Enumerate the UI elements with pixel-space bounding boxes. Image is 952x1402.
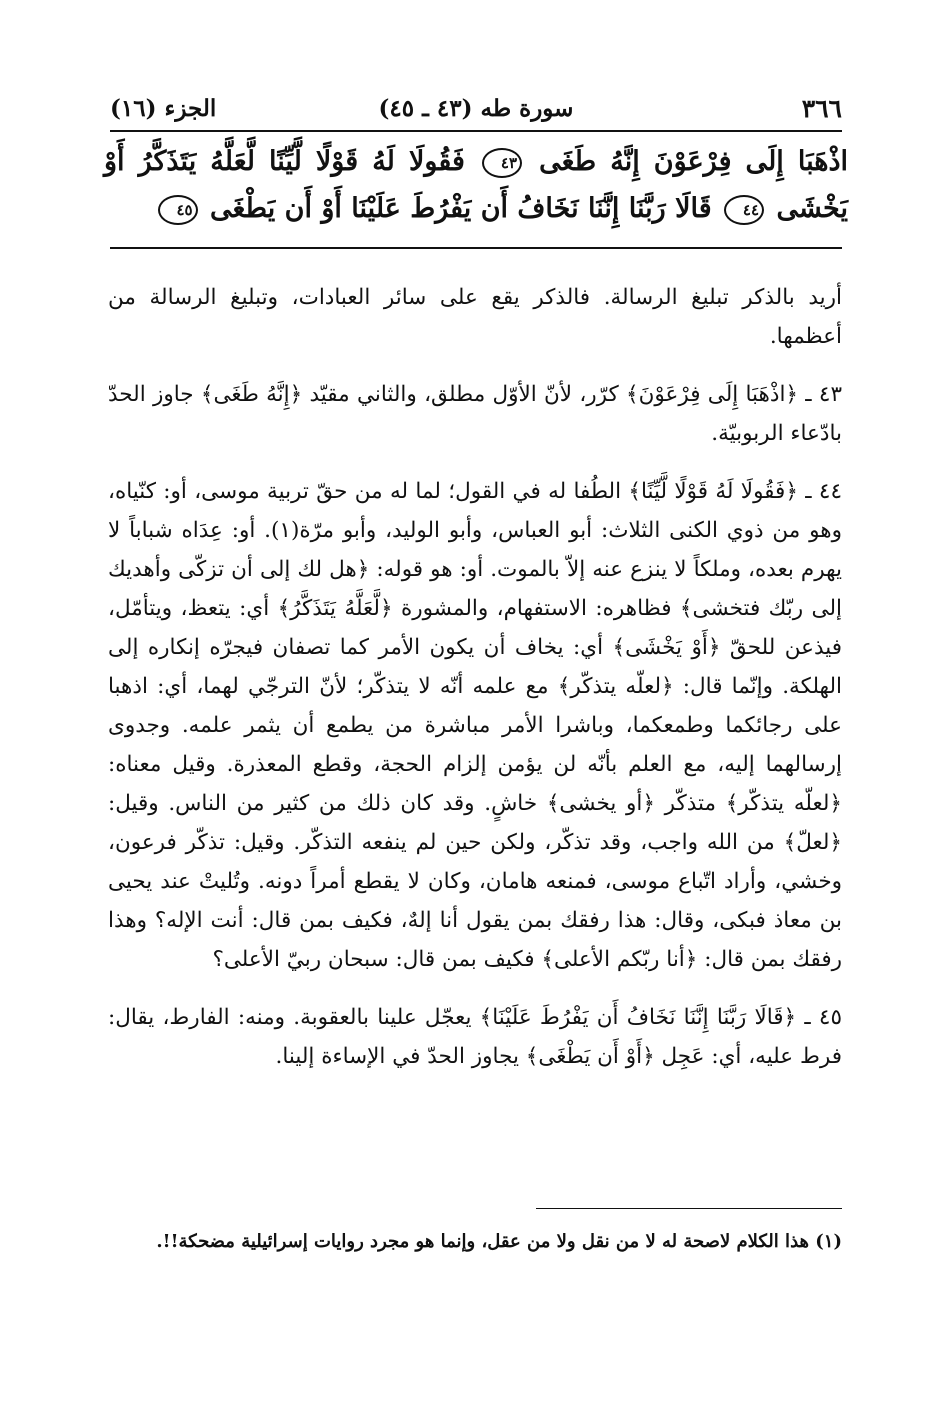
commentary-44: ٤٤ ـ ﴿فَقُولَا لَهُ قَوْلًا لَّيِّنًا﴾ الطُفا له في القول؛ لما له من حقّ تربية موسى، أو: كنّياه، وهو من ذوي الكنى الثلاث: أبو العباس، وأبو الوليد، وأبو مرّة(١). أو: عِدَاه شباباً لا يهرم بعده، وملكاً لا ينزع عنه إلاّ بالموت. أو: هو قوله: ﴿هل لك إلى أن تزكّى وأهديك إلى ربّك فتخشى﴾ فظاهره: الاستفهام، والمشورة ﴿لَّعَلَّهُ يَتَذَكَّرُ﴾ أي: يتعظ، ويتأمّل، فيذعن للحقّ ﴿أَوْ يَخْشَى﴾ أي: يخاف أن يكون الأمر كما تصفان فيجرّه إنكاره إلى الهلكة. وإنّما قال: ﴿لعلّه يتذكّر﴾ مع علمه أنّه لا يتذكّر؛ لأنّ الترجّي لهما، أي: اذهبا على رجائكما وطمعكما، وباشرا الأمر مباشرة من يطمع أن يثمر علمه. وجدوى إرسالهما إليه، مع العلم بأنّه لن يؤمن إلزام الحجة، وقطع المعذرة. وقيل معناه: ﴿لعلّه يتذكّر﴾ متذكّر ﴿أو يخشى﴾ خاشٍ. وقد كان ذلك من كثير من الناس. وقيل: ﴿لعلّ﴾ من الله واجب، وقد تذكّر، ولكن حين لم ينفعه التذكّر. وقيل: تذكّر فرعون، وخشي، وأراد اتّباع موسى، فمنعه هامان، وكان لا يقطع أمراً دونه. وتُليتْ عند يحيى بن معاذ فبكى، وقال: هذا رفقك بمن يقول أنا إلهٌ، فكيف بمن قال: أنت الإله؟ وهذا رفقك بمن قال: ﴿أنا ربّكم الأعلى﴾ فكيف بمن قال: سبحان ربيّ الأعلى؟	[108, 479, 842, 972]
verse-43-text: اذْهَبَا إِلَى فِرْعَوْنَ إِنَّهُ طَغَى	[539, 146, 849, 177]
verses-divider	[110, 247, 842, 249]
footnote-divider	[536, 1208, 842, 1209]
quran-verses	[104, 138, 848, 232]
page-number: ٣٦٦	[801, 93, 842, 123]
verse-44-text: فَقُولَا لَهُ قَوْلًا لَّيِّنًا لَّعَلَّهُ يَتَذَكَّرُ أَوْ يَخْشَى	[104, 146, 848, 224]
commentary	[108, 278, 842, 1095]
commentary-43: ٤٣ ـ ﴿اذْهَبَا إِلَى فِرْعَوْنَ﴾ كرّر، لأنّ الأوّل مطلق، والثاني مقيّد ﴿إِنَّهُ طَغَى﴾ جاوز الحدّ بادّعاء الربوبيّة.	[108, 382, 842, 446]
verse-45-text: قَالَا رَبَّنَا إِنَّنَا نَخَافُ أَن يَفْرُطَ عَلَيْنَا أَوْ أَن يَطْغَى	[210, 193, 712, 224]
verse-44-marker: ٤٤	[724, 195, 764, 225]
juz-label: الجزء (١٦)	[110, 94, 217, 122]
footnote: (١) هذا الكلام لاصحة له لا من نقل ولا من عقل، وإنما هو مجرد روايات إسرائيلية مضحكة!!.	[156, 1231, 842, 1252]
commentary-45: ٤٥ ـ ﴿قَالَا رَبَّنَا إِنَّنَا نَخَافُ أَن يَفْرُطَ عَلَيْنَا﴾ يعجّل علينا بالعقوبة. ومنه: الفارط، يقال: فرط عليه، أي: عَجِل ﴿أَوْ أَن يَطْغَى﴾ يجاوز الحدّ في الإساءة إلينا.	[108, 1005, 842, 1069]
header-divider	[110, 130, 842, 132]
surah-title: سورة طه (٤٣ ـ ٤٥)	[378, 94, 574, 122]
commentary-intro: أريد بالذكر تبليغ الرسالة. فالذكر يقع على سائر العبادات، وتبليغ الرسالة من أعظمها.	[108, 285, 842, 349]
verse-43-marker: ٤٣	[482, 148, 522, 178]
verse-45-marker: ٤٥	[158, 195, 198, 225]
page-header	[110, 88, 842, 128]
